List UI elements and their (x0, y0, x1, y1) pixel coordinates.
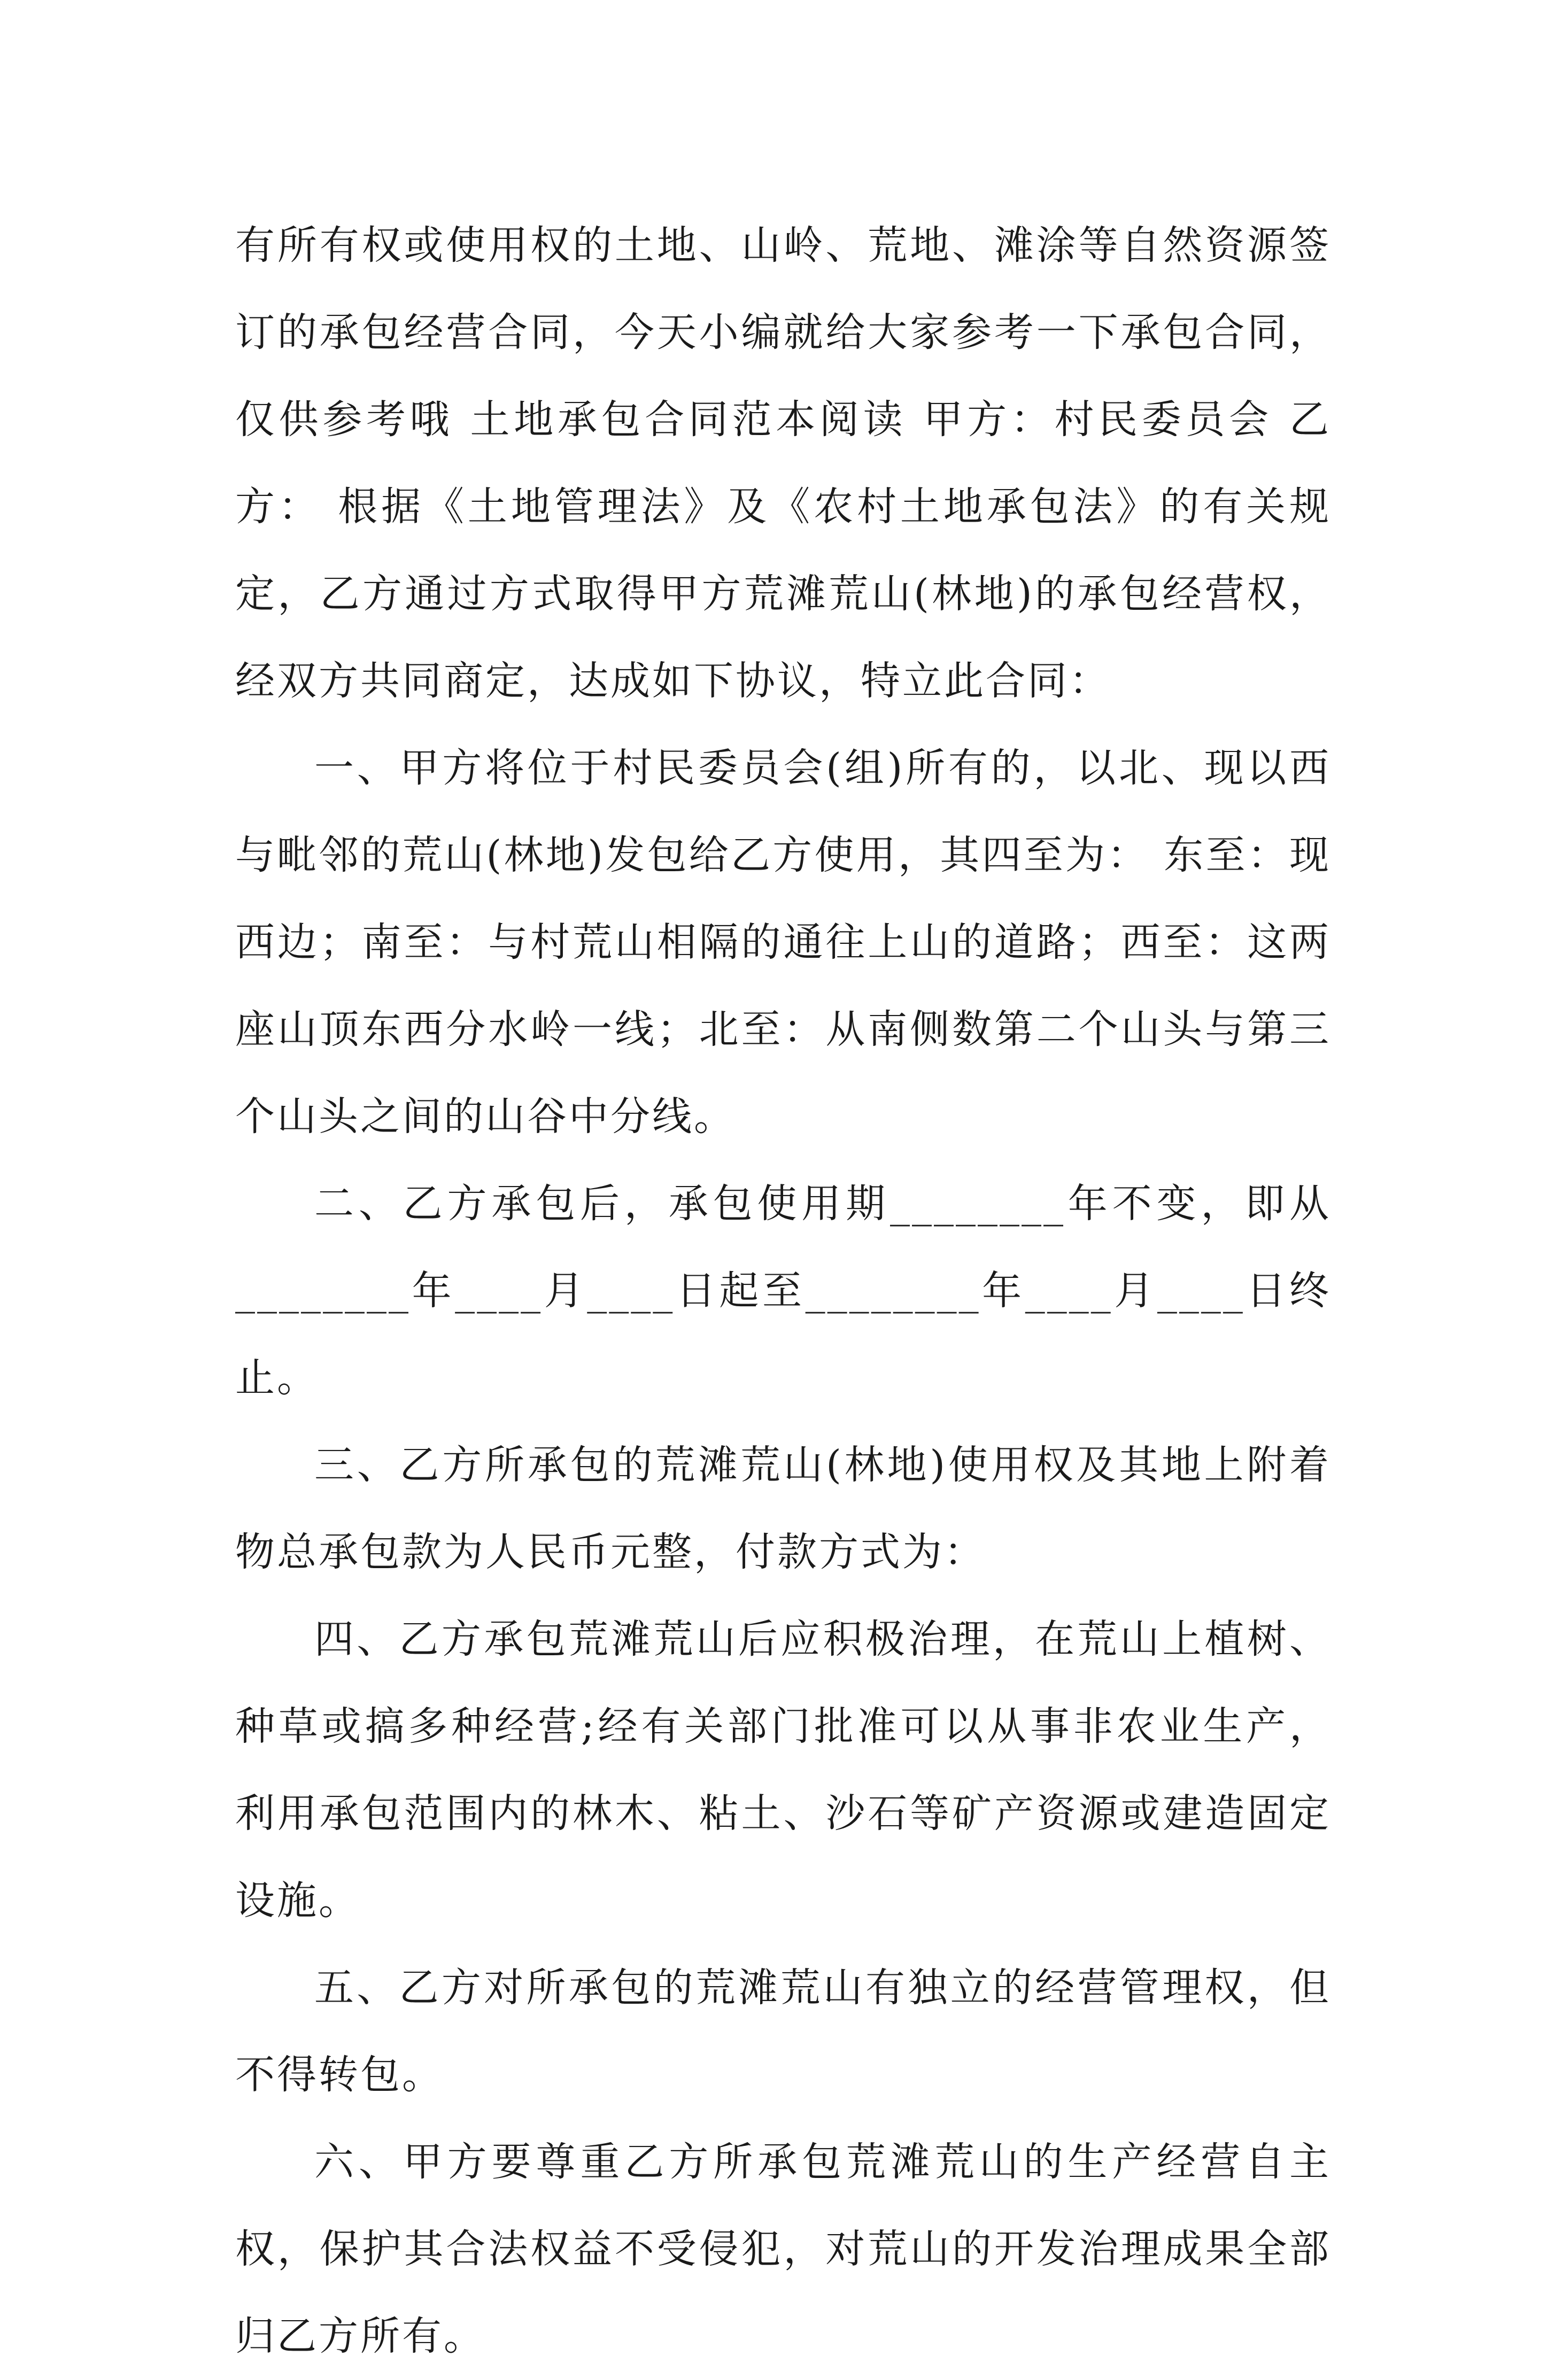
paragraph-clause-4: 四、乙方承包荒滩荒山后应积极治理，在荒山上植树、种草或搞多种经营;经有关部门批准可以从事非农业生产，利用承包范围内的林木、粘土、沙石等矿产资源或建造固定设施。 (235, 1616, 1331, 1924)
document-body (235, 202, 1331, 2380)
paragraph-intro: 有所有权或使用权的土地、山岭、荒地、滩涂等自然资源签订的承包经营合同，今天小编就给大家参考一下承包合同，仅供参考哦 土地承包合同范本阅读 甲方：村民委员会 乙方： 根据《土地管理法》及《农村土地承包法》的有关规定，乙方通过方式取得甲方荒滩荒山(林地)的承包经营权，经双方共同商定，达成如下协议，特立此合同： (235, 222, 1331, 704)
paragraph-clause-5: 五、乙方对所承包的荒滩荒山有独立的经营管理权，但不得转包。 (235, 1965, 1331, 2098)
paragraph-clause-2: 二、乙方承包后，承包使用期________年不变，即从________年____月____日起至________年____月____日终止。 (235, 1181, 1331, 1401)
paragraph-clause-6: 六、甲方要尊重乙方所承包荒滩荒山的生产经营自主权，保护其合法权益不受侵犯，对荒山的开发治理成果全部归乙方所有。 (235, 2139, 1331, 2359)
paragraph-clause-3: 三、乙方所承包的荒滩荒山(林地)使用权及其地上附着物总承包款为人民币元整，付款方式为： (235, 1442, 1331, 1575)
paragraph-clause-1: 一、甲方将位于村民委员会(组)所有的，以北、现以西与毗邻的荒山(林地)发包给乙方使用，其四至为： 东至：现西边；南至：与村荒山相隔的通往上山的道路；西至：这两座山顶东西分水岭一线；北至：从南侧数第二个山头与第三个山头之间的山谷中分线。 (235, 745, 1331, 1139)
